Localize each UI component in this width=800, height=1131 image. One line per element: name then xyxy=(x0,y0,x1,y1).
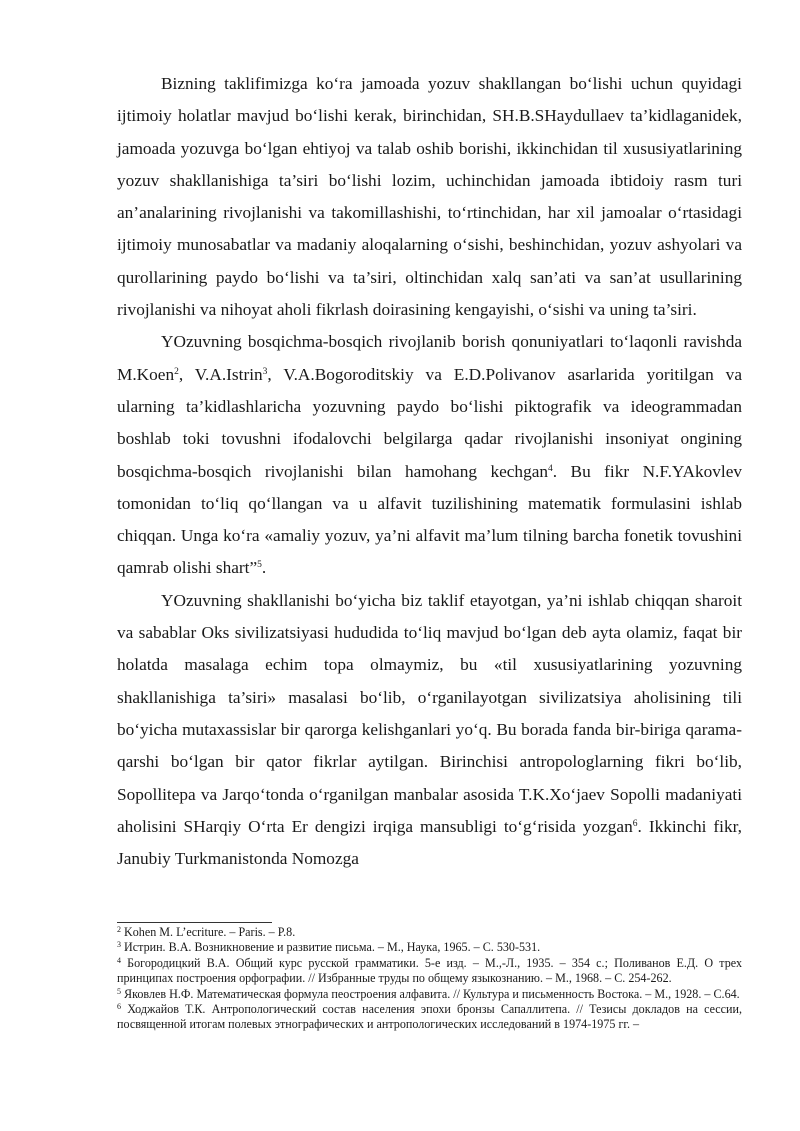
paragraph-text: . Ikkinchi fikr, Janubiy Turkmanistonda Nomozga xyxy=(117,816,742,869)
footnote-number: 5 xyxy=(117,986,121,996)
paragraph-3 xyxy=(117,585,742,876)
footnote-text: Ходжайов Т.К. Антропологический состав населения эпохи бронзы Сапаллитепа. // Тезисы докладов на сессии, посвященной итогам полевых этнографических и антропологических исследований в 1974-1975 гг. – xyxy=(117,1002,743,1032)
footnotes xyxy=(117,925,742,1033)
footnote-number: 3 xyxy=(117,940,121,950)
paragraph-2 xyxy=(117,326,742,584)
footnote-ref[interactable]: 4 xyxy=(548,463,553,474)
paragraph-text: . xyxy=(261,558,267,578)
footnote-ref[interactable]: 5 xyxy=(257,560,262,571)
footnote-text: Яковлев Н.Ф. Математическая формула пеостроения алфавита. // Культура и письменность Востока. – М., 1928. – С.64. xyxy=(124,986,740,1001)
footnote-5 xyxy=(117,987,742,1002)
footnote-number: 2 xyxy=(117,925,121,934)
footnote-text: Богородицкий В.А. Общий курс русской грамматики. 5-е изд. – М.,-Л., 1935. – 354 с.; Поливанов Е.Д. О трех принципах построения орфографии. // Избранные труды по общему языкознанию. – М., 1968. – С. 254-262. xyxy=(117,955,742,986)
footnote-3 xyxy=(117,940,742,955)
footnote-4 xyxy=(117,956,742,987)
paragraph-text: . Bu fikr N.F.YAkovlev tomonidan to‘liq qo‘llangan va u alfavit tuzilishining matematik formulasini ishlab chiqqan. Unga ko‘ra «amaliy yozuv, ya’ni alfavit ma’lum tilning barcha fonetik tovushini qamrab olishi shart” xyxy=(117,461,743,578)
footnote-number: 6 xyxy=(117,1002,121,1012)
footnote-ref[interactable]: 3 xyxy=(262,366,268,377)
paragraph-text: , V.A.Istrin xyxy=(178,364,263,384)
footnote-6 xyxy=(117,1002,742,1033)
footnote-ref[interactable]: 2 xyxy=(174,366,179,377)
paragraph-1 xyxy=(117,68,742,326)
footnote-text: Kohen M. L’ecriture. – Paris. – P.8. xyxy=(124,925,296,939)
paragraph-text: , V.A.Bogoroditskiy va E.D.Polivanov asarlarida yoritilgan va ularning ta’kidlashlaricha yozuvning paydo bo‘lishi piktografik va ideogrammadan boshlab toki tovushni ifodalovchi belgilarga qadar rivojlanishi insoniyat ongining bosqichma-bosqich rivojlanishi bilan hamohang kechgan xyxy=(117,364,742,481)
footnote-number: 4 xyxy=(117,955,121,965)
footnote-text: Истрин. В.А. Возникновение и развитие письма. – М., Наука, 1965. – С. 530-531. xyxy=(124,940,541,955)
paragraph-text: YOzuvning bosqichma-bosqich rivojlanib borish qonuniyatlari to‘laqonli ravishda M.Koen xyxy=(117,332,742,384)
paragraph-text: Bizning taklifimizga ko‘ra jamoada yozuv shakllangan bo‘lishi uchun quyidagi ijtimoiy holatlar mavjud bo‘lishi kerak, birinchidan, SH.B.SHaydullaev ta’kidlaganidek, jamoada yozuvga bo‘lgan ehtiyoj va talab oshib borishi, ikkinchidan til xususiyatlarining yozuv shakllanishiga ta’siri bo‘lishi lozim, uchinchidan jamoada ibtidoiy rasm turi an’analarining rivojlanishi va takomillashishi, to‘rtinchidan, har xil jamoalar o‘rtasidagi ijtimoiy munosabatlar va madaniy aloqalarning o‘sishi, beshinchidan, yozuv ashyolari va qurollarining paydo bo‘lishi va ta’siri, oltinchidan xalq san’ati va san’at usullarining rivojlanishi va nihoyat aholi fikrlash doirasining kengayishi, o‘sishi va uning ta’siri. xyxy=(117,74,742,320)
footnote-2 xyxy=(117,925,742,940)
paragraph-text: YOzuvning shakllanishi bo‘yicha biz taklif etayotgan, ya’ni ishlab chiqqan sharoit va sabablar Oks sivilizatsiyasi hududida to‘liq mavjud bo‘lgan deb ayta olamiz, faqat bir holatda masalaga echim topa olmaymiz, bu «til xususiyatlarining yozuvning shakllanishiga ta’siri» masalasi bo‘lib, o‘rganilayotgan sivilizatsiya aholisining tili bo‘yicha mutaxassislar bir qarorga kelishganlari yo‘q. Bu borada fanda bir-biriga qarama-qarshi bo‘lgan bir qator fikrlar aytilgan. Birinchisi antropologlarning fikri bo‘lib, Sopollitepa va Jarqo‘tonda o‘rganilgan manbalar asosida T.K.Xo‘jaev Sopolli madaniyati aholisini SHarqiy O‘rta Er dengizi irqiga mansubligi to‘g‘risida yozgan xyxy=(117,590,742,836)
footnote-ref[interactable]: 6 xyxy=(632,818,638,829)
footnote-separator xyxy=(117,922,272,923)
body-text xyxy=(117,68,742,875)
